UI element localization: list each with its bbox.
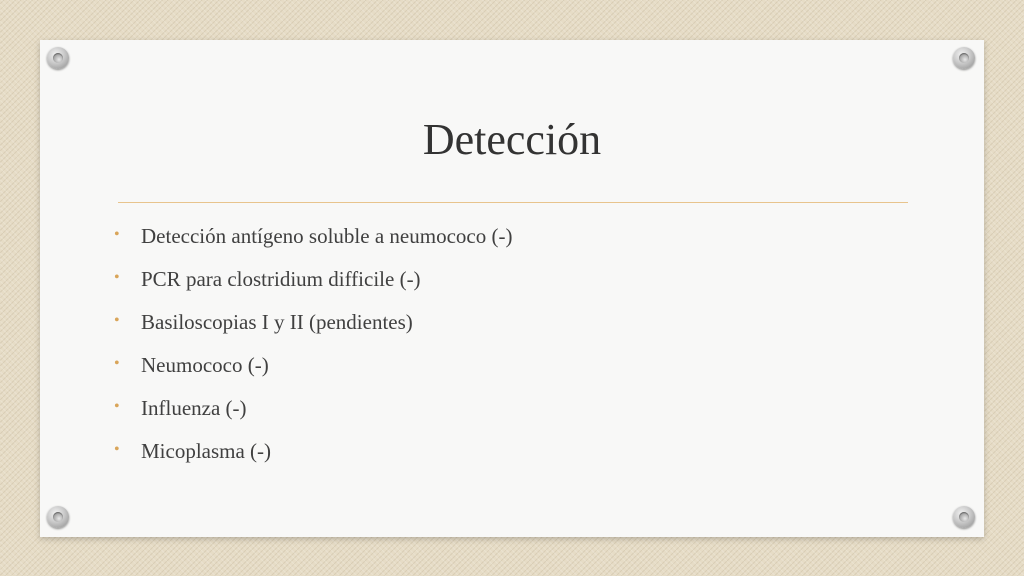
bullet-icon: • (114, 312, 120, 329)
bullet-icon: • (114, 226, 120, 243)
bullet-icon: • (114, 398, 120, 415)
bullet-list (114, 221, 512, 479)
pushpin-icon (953, 506, 975, 528)
list-item-text: Detección antígeno soluble a neumococo (-) (141, 224, 513, 248)
bullet-icon: • (114, 269, 120, 286)
title-divider (118, 202, 908, 203)
bullet-icon: • (114, 441, 120, 458)
list-item-text: Neumococo (-) (141, 353, 269, 377)
bullet-icon: • (114, 355, 120, 372)
pushpin-icon (47, 47, 69, 69)
pushpin-icon (953, 47, 975, 69)
list-item (114, 264, 512, 307)
slide-card (40, 40, 984, 537)
list-item (114, 436, 512, 479)
slide-title: Detección (422, 115, 602, 164)
list-item (114, 221, 512, 264)
list-item-text: Micoplasma (-) (141, 439, 272, 463)
list-item (114, 350, 512, 393)
list-item-text: Basiloscopias I y II (pendientes) (141, 310, 413, 334)
list-item-text: Influenza (-) (141, 396, 247, 420)
list-item-text: PCR para clostridium difficile (-) (141, 267, 421, 291)
list-item (114, 307, 512, 350)
list-item (114, 393, 512, 436)
pushpin-icon (47, 506, 69, 528)
